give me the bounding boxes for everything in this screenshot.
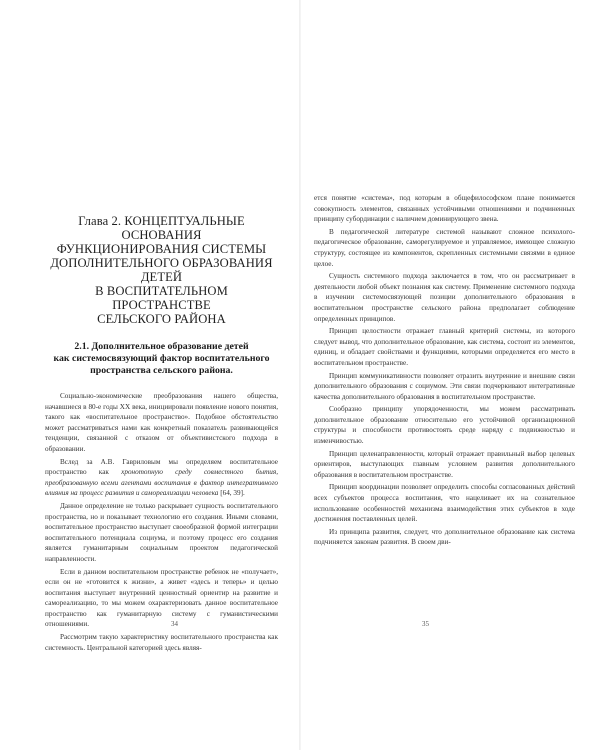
paragraph: Данное определение не только раскрывает сущность воспитательного пространства, но и показывает технологию его создания. Иными словами, воспитательное пространство выступает своеобразной формой интеграции воспитательного потенциала социума, и поэтому процесс его создания является гуманитарным социальным проектом педагогической направленности. [45, 501, 278, 563]
paragraph: Принцип координации позволяет определить способы согласованных действий всех субъектов процесса воспитания, что нацеливает их на сознательное использование особенностей механизма взаимодействия этих субъектов в ходе достижения поставленных целей. [314, 483, 575, 524]
paragraph: Принцип целостности отражает главный критерий системы, из которого следует вывод, что дополнительное образование, как система, состоит из элементов, единиц, и обладает свойствами и функциями, которыми определяется его место в воспитательном пространстве. [314, 327, 575, 367]
paragraph [45, 457, 278, 499]
section-title-line: как системосвязующий фактор воспитательного [53, 353, 270, 364]
paragraph: Если в данном воспитательном пространстве ребенок не «получает», если он не «готовится к жизни», а живет «здесь и теперь» и целью воспитания выступает внутренний ценностный ориентир на развитие и самореализацию, то мы можем охарактеризовать данное воспитательное пространство как гуманитарную систему с гуманистическими отношениями. [45, 567, 278, 629]
paragraph: Из принципа развития, следует, что дополнительное образование как система подчиняется законам развития. В своем дви- [314, 527, 575, 547]
chapter-title-line: ДОПОЛНИТЕЛЬНОГО ОБРАЗОВАНИЯ ДЕТЕЙ [50, 256, 273, 284]
chapter-title-line: В ВОСПИТАТЕЛЬНОМ ПРОСТРАНСТВЕ [95, 284, 228, 312]
chapter-title-line: ФУНКЦИОНИРОВАНИЯ СИСТЕМЫ [56, 242, 267, 256]
chapter-title [45, 214, 278, 326]
section-title-line: пространства сельского района. [90, 365, 233, 376]
citation: [64, 39]. [218, 489, 245, 498]
paragraph: Сообразно принципу упорядоченности, мы можем рассматривать дополнительное образование относительно его устойчивой организационной структуры и способности противостоять среде наряду с подвижностью и изменчивостью. [314, 405, 575, 446]
section-title [45, 341, 278, 377]
page-number: 35 [422, 620, 429, 628]
right-page [301, 0, 600, 750]
chapter-title-line: Глава 2. КОНЦЕПТУАЛЬНЫЕ ОСНОВАНИЯ [78, 214, 245, 242]
paragraph: Социально-экономические преобразования нашего общества, начавшиеся в 80-е годы XX века, инициировали появление нового понятия, такого как «воспитательное пространство». Подобное обстоятельство может рассматриваться нами как конкретный показатель развивающейся тенденции, связанной с отказом от объективистского подхода в образовании. [45, 392, 278, 453]
paragraph: Рассмотрим такую характеристику воспитательного пространства как системность. Центральной категорией здесь являя- [45, 633, 278, 652]
paragraph: Принцип целенаправленности, который отражает правильный выбор целевых ориентиров, выступающих главным условием развития дополнительного образования в воспитательном пространстве. [314, 449, 575, 479]
paragraph: Сущность системного подхода заключается в том, что он рассматривает в деятельности любой объект познания как систему. Применение системного подхода в изучении системосвязующей позиции дополнительного образования в воспитательном пространстве сельского района предполагает соблюдение определенных принципов. [314, 272, 575, 323]
paragraph: Принцип коммуникативности позволяет отразить внутренние и внешние связи дополнительного образования с социумом. Эти связи подчеркивают интегративные качества дополнительного образования в воспитательном пространстве. [314, 371, 575, 401]
paragraph: ется понятие «система», под которым в общефилософском плане понимается совокупность элементов, связанных устойчивыми отношениями и подчиненных принципу субординации с наличием доминирующего звена. [314, 194, 575, 224]
emphasized-definition: хронотопную среду совместного бытия, преобразованную всеми агентами воспитания в фактор интегративного влияния на процесс развития и самореализации человека [45, 468, 278, 498]
chapter-title-line: СЕЛЬСКОГО РАЙОНА [97, 312, 226, 326]
paragraph: В педагогической литературе системой называют сложное психолого-педагогическое образование, саморегулируемое и управляемое, имеющее сложную структуру, состоящее из компонентов, скрепленных системными связями в единое целое. [314, 227, 575, 268]
section-title-line: 2.1. Дополнительное образование детей [74, 341, 249, 352]
page-number: 34 [171, 620, 178, 628]
paragraph-text: Вслед за А.В. Гавриловым мы определяем воспитательное пространство как [45, 457, 278, 477]
